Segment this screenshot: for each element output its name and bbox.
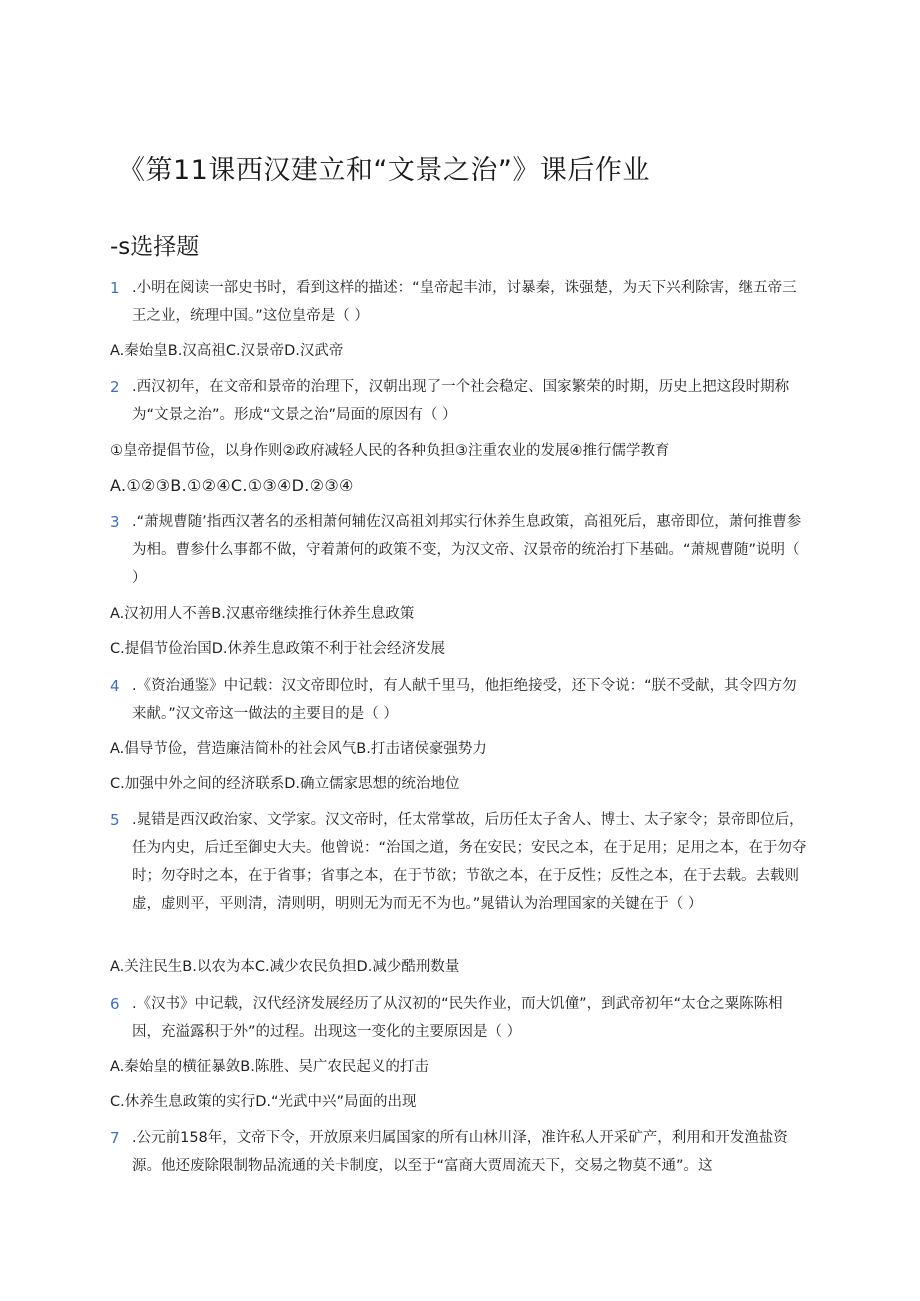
question-5-options: A.关注民生B.以农为本C.减少农民负担D.减少酷刑数量 xyxy=(110,959,460,975)
question-2 xyxy=(110,373,810,429)
question-7 xyxy=(110,1124,810,1180)
question-number: 6 xyxy=(110,995,120,1013)
question-5 xyxy=(110,806,810,918)
question-2-statements: ①皇帝提倡节俭，以身作则②政府减轻人民的各种负担③注重农业的发展④推行儒学教育 xyxy=(110,443,670,459)
question-2-options: A.①②③B.①②④C.①③④D.②③④ xyxy=(110,476,354,495)
question-3 xyxy=(110,508,810,592)
question-text: .晁错是西汉政治家、文学家。汉文帝时，任太常掌故，后历任太子舍人、博士、太子家令；景帝即位后，任为内史，后迁至御史大夫。他曾说：“治国之道，务在安民；安民之本，在于足用；足用之本，在于勿夺时；勿夺时之本，在于省事；省事之本，在于节欲；节欲之本，在于反性；反性之本，在于去载。去载则虚，虚则平，平则清，清则明，明则无为而无不为也。”晁错认为治理国家的关键在于（ ） xyxy=(132,812,807,912)
question-number: 3 xyxy=(110,513,120,531)
section-heading: -s选择题 xyxy=(110,234,200,260)
question-3-options-cd: C.提倡节俭治国D.休养生息政策不利于社会经济发展 xyxy=(110,641,446,657)
question-1-options: A.秦始皇B.汉高祖C.汉景帝D.汉武帝 xyxy=(110,343,344,359)
question-1 xyxy=(110,274,810,330)
question-text: .西汉初年，在文帝和景帝的治理下，汉朝出现了一个社会稳定、国家繁荣的时期，历史上把这段时期称为“文景之治”。形成“文景之治”局面的原因有（ ） xyxy=(132,379,790,423)
question-text: .《资治通鉴》中记载：汉文帝即位时，有人献千里马，他拒绝接受，还下令说：“朕不受献，其令四方勿来献。”汉文帝这一做法的主要目的是（ ） xyxy=(132,678,797,722)
question-3-options-ab: A.汉初用人不善B.汉惠帝继续推行休养生息政策 xyxy=(110,606,415,622)
question-6-options-cd: C.休养生息政策的实行D.“光武中兴”局面的出现 xyxy=(110,1094,417,1110)
question-4-options-ab: A.倡导节俭，营造廉洁简朴的社会风气B.打击诸侯豪强势力 xyxy=(110,741,487,757)
document-title: 《第11课西汉建立和“文景之治”》课后作业 xyxy=(118,155,650,186)
question-number: 2 xyxy=(110,378,120,396)
question-4 xyxy=(110,672,810,728)
question-4-options-cd: C.加强中外之间的经济联系D.确立儒家思想的统治地位 xyxy=(110,776,460,792)
question-text: .公元前158年，文帝下令，开放原来归属国家的所有山林川泽，准许私人开采矿产，利用和开发渔盐资源。他还废除限制物品流通的关卡制度，以至于“富商大贾周流天下，交易之物莫不通”。这 xyxy=(132,1130,788,1174)
question-number: 5 xyxy=(110,811,120,829)
question-6 xyxy=(110,990,810,1046)
question-number: 7 xyxy=(110,1129,120,1147)
question-number: 4 xyxy=(110,677,120,695)
question-text: .“萧规曹随’指西汉著名的丞相萧何辅佐汉高祖刘邦实行休养生息政策，高祖死后，惠帝即位，萧何推曹参为相。曹参什么事都不做，守着萧何的政策不变，为汉文帝、汉景帝的统治打下基础。“萧规曹随”说明（ ） xyxy=(132,514,802,586)
question-text: .《汉书》中记载，汉代经济发展经历了从汉初的“民失作业，而大饥僮”，到武帝初年“太仓之粟陈陈相因，充溢露积于外”的过程。出现这一变化的主要原因是（ ） xyxy=(132,996,783,1040)
question-text: .小明在阅读一部史书时，看到这样的描述：“皇帝起丰沛，讨暴秦，诛强楚，为天下兴利除害，继五帝三王之业，统理中国。”这位皇帝是（ ） xyxy=(132,280,797,324)
question-number: 1 xyxy=(110,279,120,297)
question-6-options-ab: A.秦始皇的横征暴敛B.陈胜、吴广农民起义的打击 xyxy=(110,1059,429,1075)
